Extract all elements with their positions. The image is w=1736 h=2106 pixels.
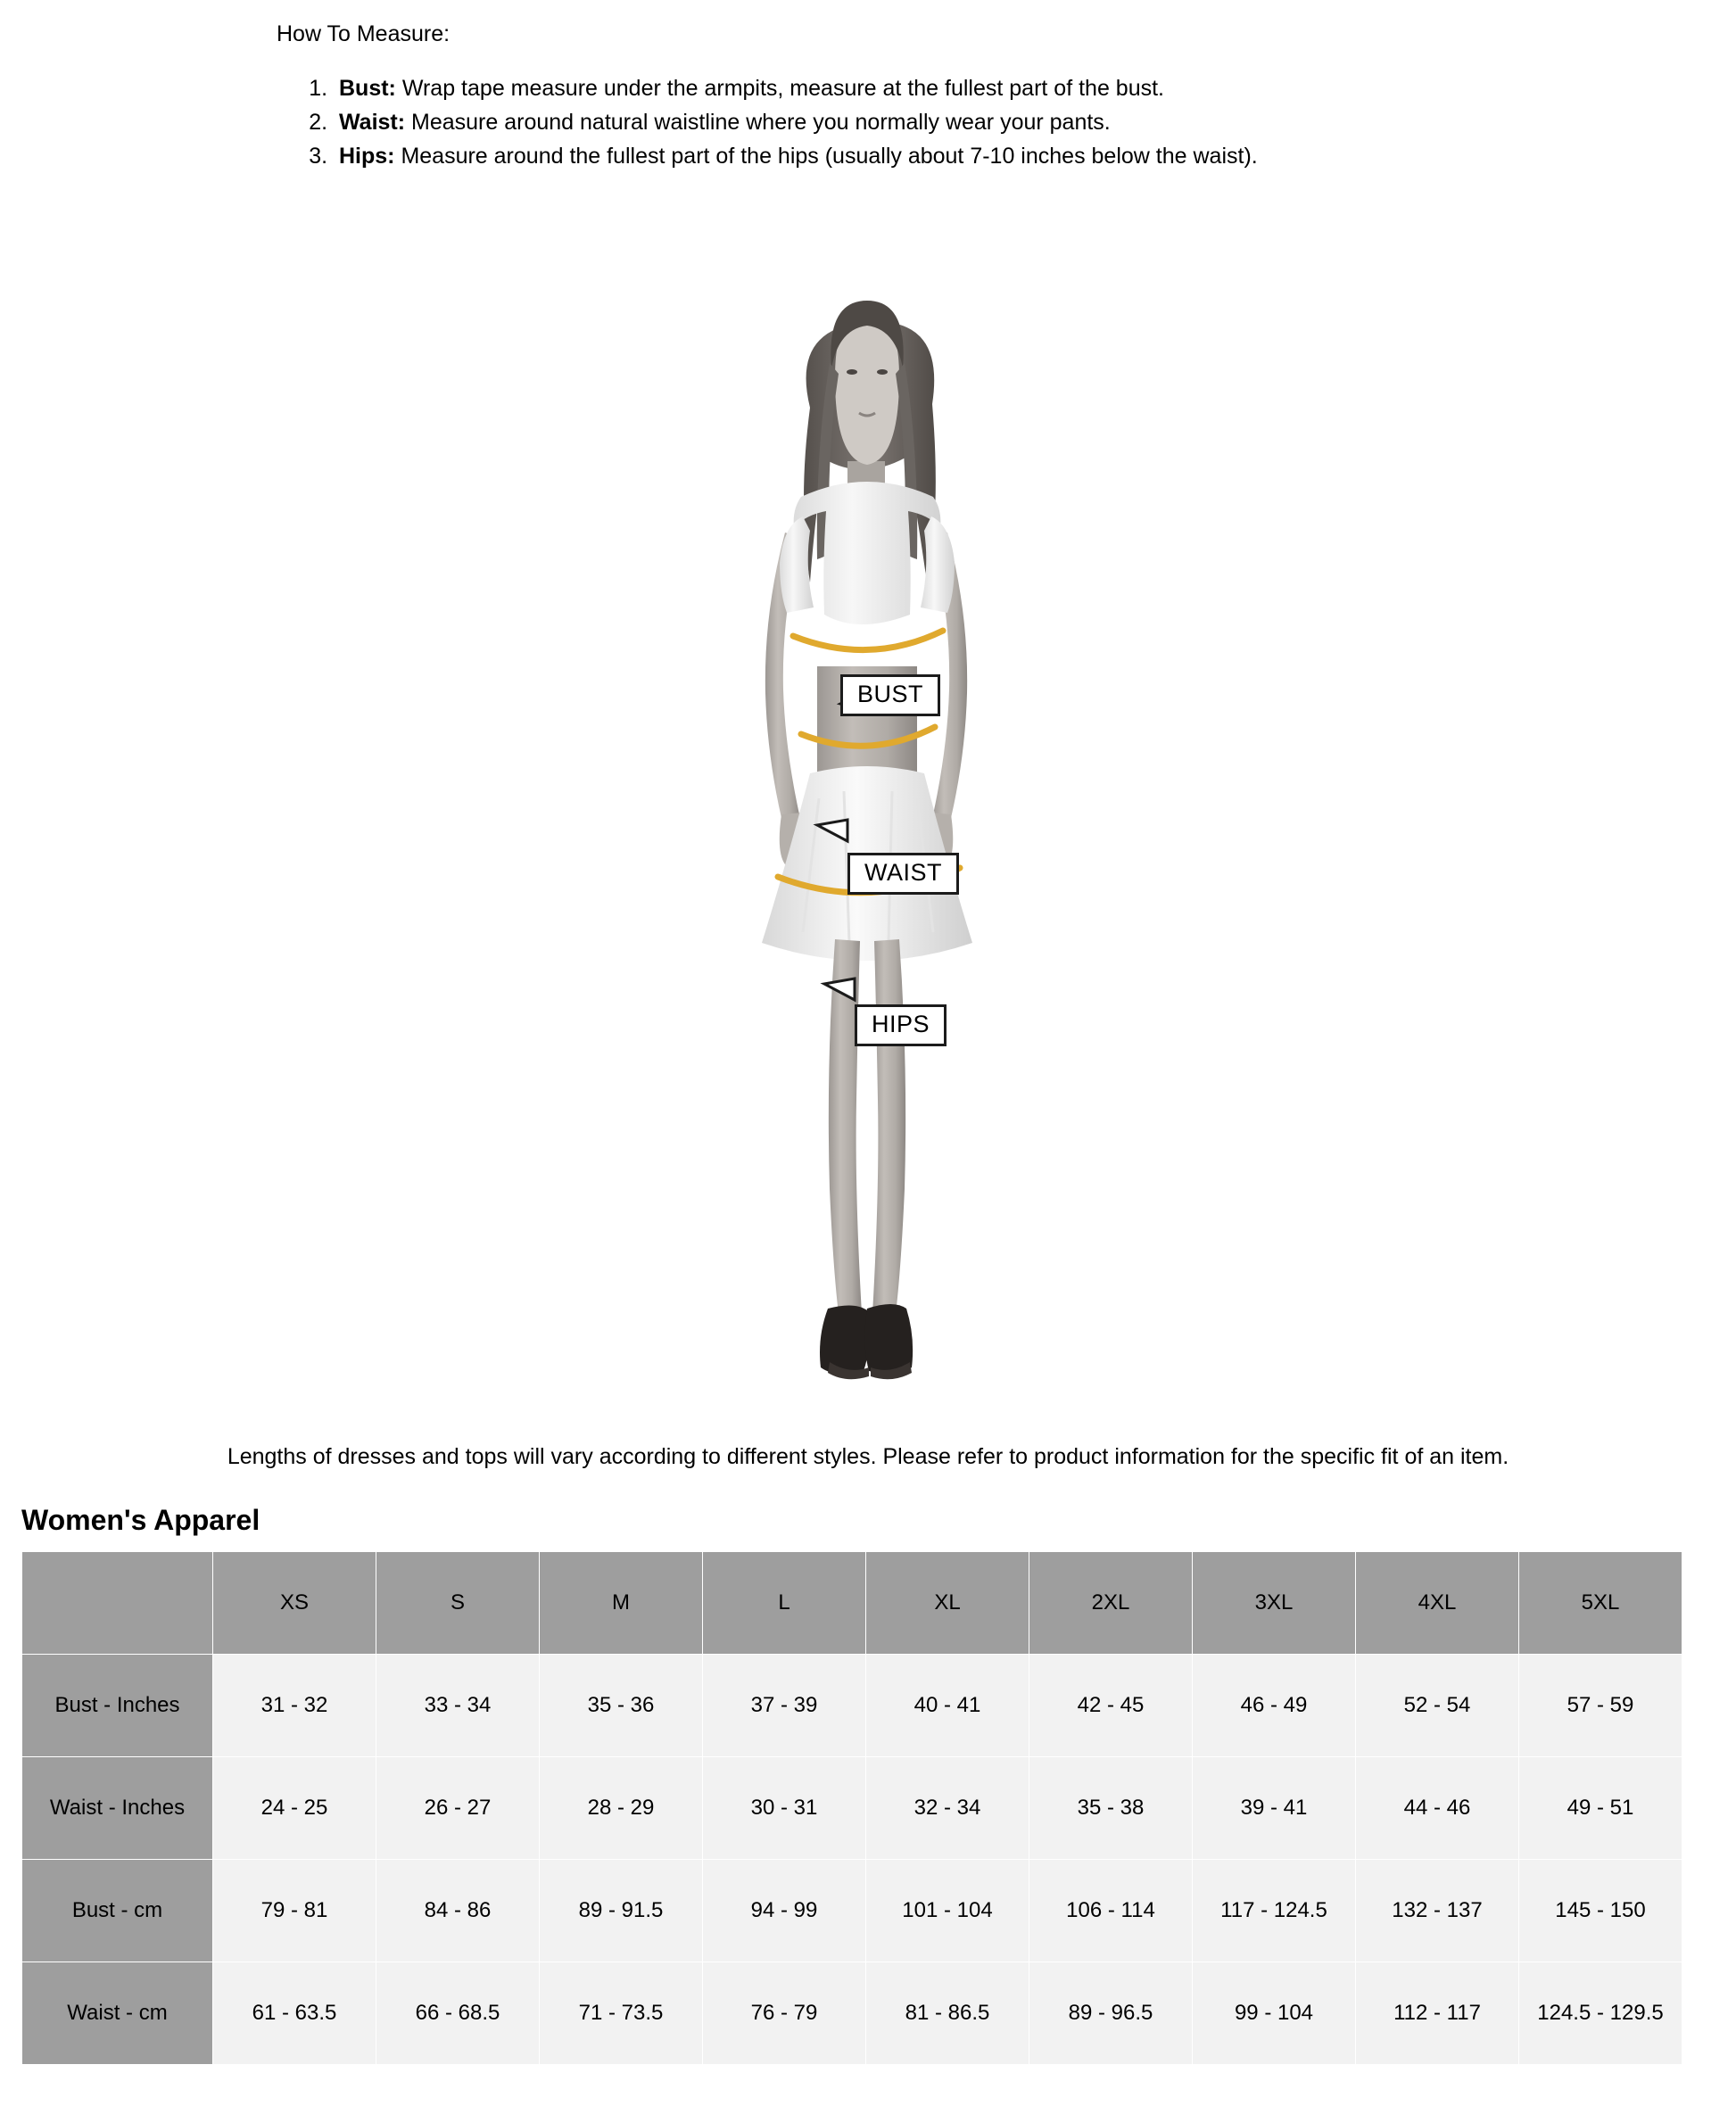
column-header-2xl: 2XL: [1029, 1552, 1193, 1655]
table-row: [22, 1962, 1682, 2065]
column-header-xs: XS: [213, 1552, 376, 1655]
measurement-figure: [0, 202, 1736, 1442]
column-header-3xl: 3XL: [1193, 1552, 1356, 1655]
cell-waist-cm-3xl: 99 - 104: [1193, 1962, 1356, 2065]
cell-bust-cm-m: 89 - 91.5: [540, 1860, 703, 1962]
cell-bust-cm-2xl: 106 - 114: [1029, 1860, 1193, 1962]
step-term-hips: Hips:: [339, 144, 395, 169]
cell-bust-inches-l: 37 - 39: [703, 1655, 866, 1757]
column-header-l: L: [703, 1552, 866, 1655]
cell-bust-inches-xl: 40 - 41: [866, 1655, 1029, 1757]
table-row: [22, 1655, 1682, 1757]
cell-bust-cm-xs: 79 - 81: [213, 1860, 376, 1962]
cell-waist-cm-5xl: 124.5 - 129.5: [1519, 1962, 1682, 2065]
cell-waist-inches-xs: 24 - 25: [213, 1757, 376, 1860]
row-header-waist-cm: Waist - cm: [22, 1962, 213, 2065]
column-header-m: M: [540, 1552, 703, 1655]
table-corner-cell: [22, 1552, 213, 1655]
row-header-bust-inches: Bust - Inches: [22, 1655, 213, 1757]
column-header-xl: XL: [866, 1552, 1029, 1655]
cell-bust-cm-4xl: 132 - 137: [1356, 1860, 1519, 1962]
cell-waist-inches-2xl: 35 - 38: [1029, 1757, 1193, 1860]
cell-waist-cm-4xl: 112 - 117: [1356, 1962, 1519, 2065]
cell-bust-inches-3xl: 46 - 49: [1193, 1655, 1356, 1757]
model-illustration: [0, 202, 1736, 1442]
cell-waist-cm-l: 76 - 79: [703, 1962, 866, 2065]
how-to-measure-step-waist: [334, 106, 1736, 138]
cell-bust-inches-s: 33 - 34: [376, 1655, 540, 1757]
table-row: [22, 1860, 1682, 1962]
cell-bust-cm-xl: 101 - 104: [866, 1860, 1029, 1962]
cell-waist-cm-xl: 81 - 86.5: [866, 1962, 1029, 2065]
callout-hips: HIPS: [855, 1004, 947, 1046]
cell-waist-inches-3xl: 39 - 41: [1193, 1757, 1356, 1860]
cell-waist-inches-s: 26 - 27: [376, 1757, 540, 1860]
cell-bust-inches-m: 35 - 36: [540, 1655, 703, 1757]
cell-bust-cm-l: 94 - 99: [703, 1860, 866, 1962]
cell-waist-cm-xs: 61 - 63.5: [213, 1962, 376, 2065]
cell-waist-inches-m: 28 - 29: [540, 1757, 703, 1860]
how-to-measure-title: How To Measure:: [277, 21, 451, 46]
cell-waist-inches-4xl: 44 - 46: [1356, 1757, 1519, 1860]
cell-bust-inches-5xl: 57 - 59: [1519, 1655, 1682, 1757]
row-header-bust-cm: Bust - cm: [22, 1860, 213, 1962]
step-text-bust: Wrap tape measure under the armpits, measure at the fullest part of the bust.: [395, 75, 1164, 101]
callout-waist: WAIST: [847, 853, 959, 895]
cell-bust-inches-xs: 31 - 32: [213, 1655, 376, 1757]
table-header-row: [22, 1552, 1682, 1655]
cell-bust-inches-4xl: 52 - 54: [1356, 1655, 1519, 1757]
step-text-hips: Measure around the fullest part of the hips (usually about 7-10 inches below the waist).: [394, 144, 1258, 169]
column-header-s: S: [376, 1552, 540, 1655]
column-header-4xl: 4XL: [1356, 1552, 1519, 1655]
step-text-waist: Measure around natural waistline where you normally wear your pants.: [405, 109, 1111, 135]
cell-waist-inches-5xl: 49 - 51: [1519, 1757, 1682, 1860]
step-term-waist: Waist:: [339, 109, 406, 135]
cell-waist-cm-2xl: 89 - 96.5: [1029, 1962, 1193, 2065]
cell-bust-cm-5xl: 145 - 150: [1519, 1860, 1682, 1962]
how-to-measure-section: [0, 0, 1736, 172]
cell-bust-cm-s: 84 - 86: [376, 1860, 540, 1962]
cell-waist-cm-s: 66 - 68.5: [376, 1962, 540, 2065]
cell-waist-cm-m: 71 - 73.5: [540, 1962, 703, 2065]
column-header-5xl: 5XL: [1519, 1552, 1682, 1655]
step-term-bust: Bust:: [339, 75, 396, 101]
fit-note: Lengths of dresses and tops will vary according to different styles. Please refer to product information for the specific fit of an item.: [227, 1444, 1509, 1470]
table-row: [22, 1757, 1682, 1860]
size-chart-table: [21, 1551, 1682, 2065]
cell-bust-cm-3xl: 117 - 124.5: [1193, 1860, 1356, 1962]
table-title: Women's Apparel: [21, 1504, 260, 1537]
callout-bust: BUST: [840, 674, 940, 716]
how-to-measure-step-bust: [334, 72, 1736, 104]
cell-bust-inches-2xl: 42 - 45: [1029, 1655, 1193, 1757]
cell-waist-inches-l: 30 - 31: [703, 1757, 866, 1860]
row-header-waist-inches: Waist - Inches: [22, 1757, 213, 1860]
cell-waist-inches-xl: 32 - 34: [866, 1757, 1029, 1860]
how-to-measure-step-hips: [334, 140, 1736, 172]
how-to-measure-list: [277, 72, 1736, 173]
